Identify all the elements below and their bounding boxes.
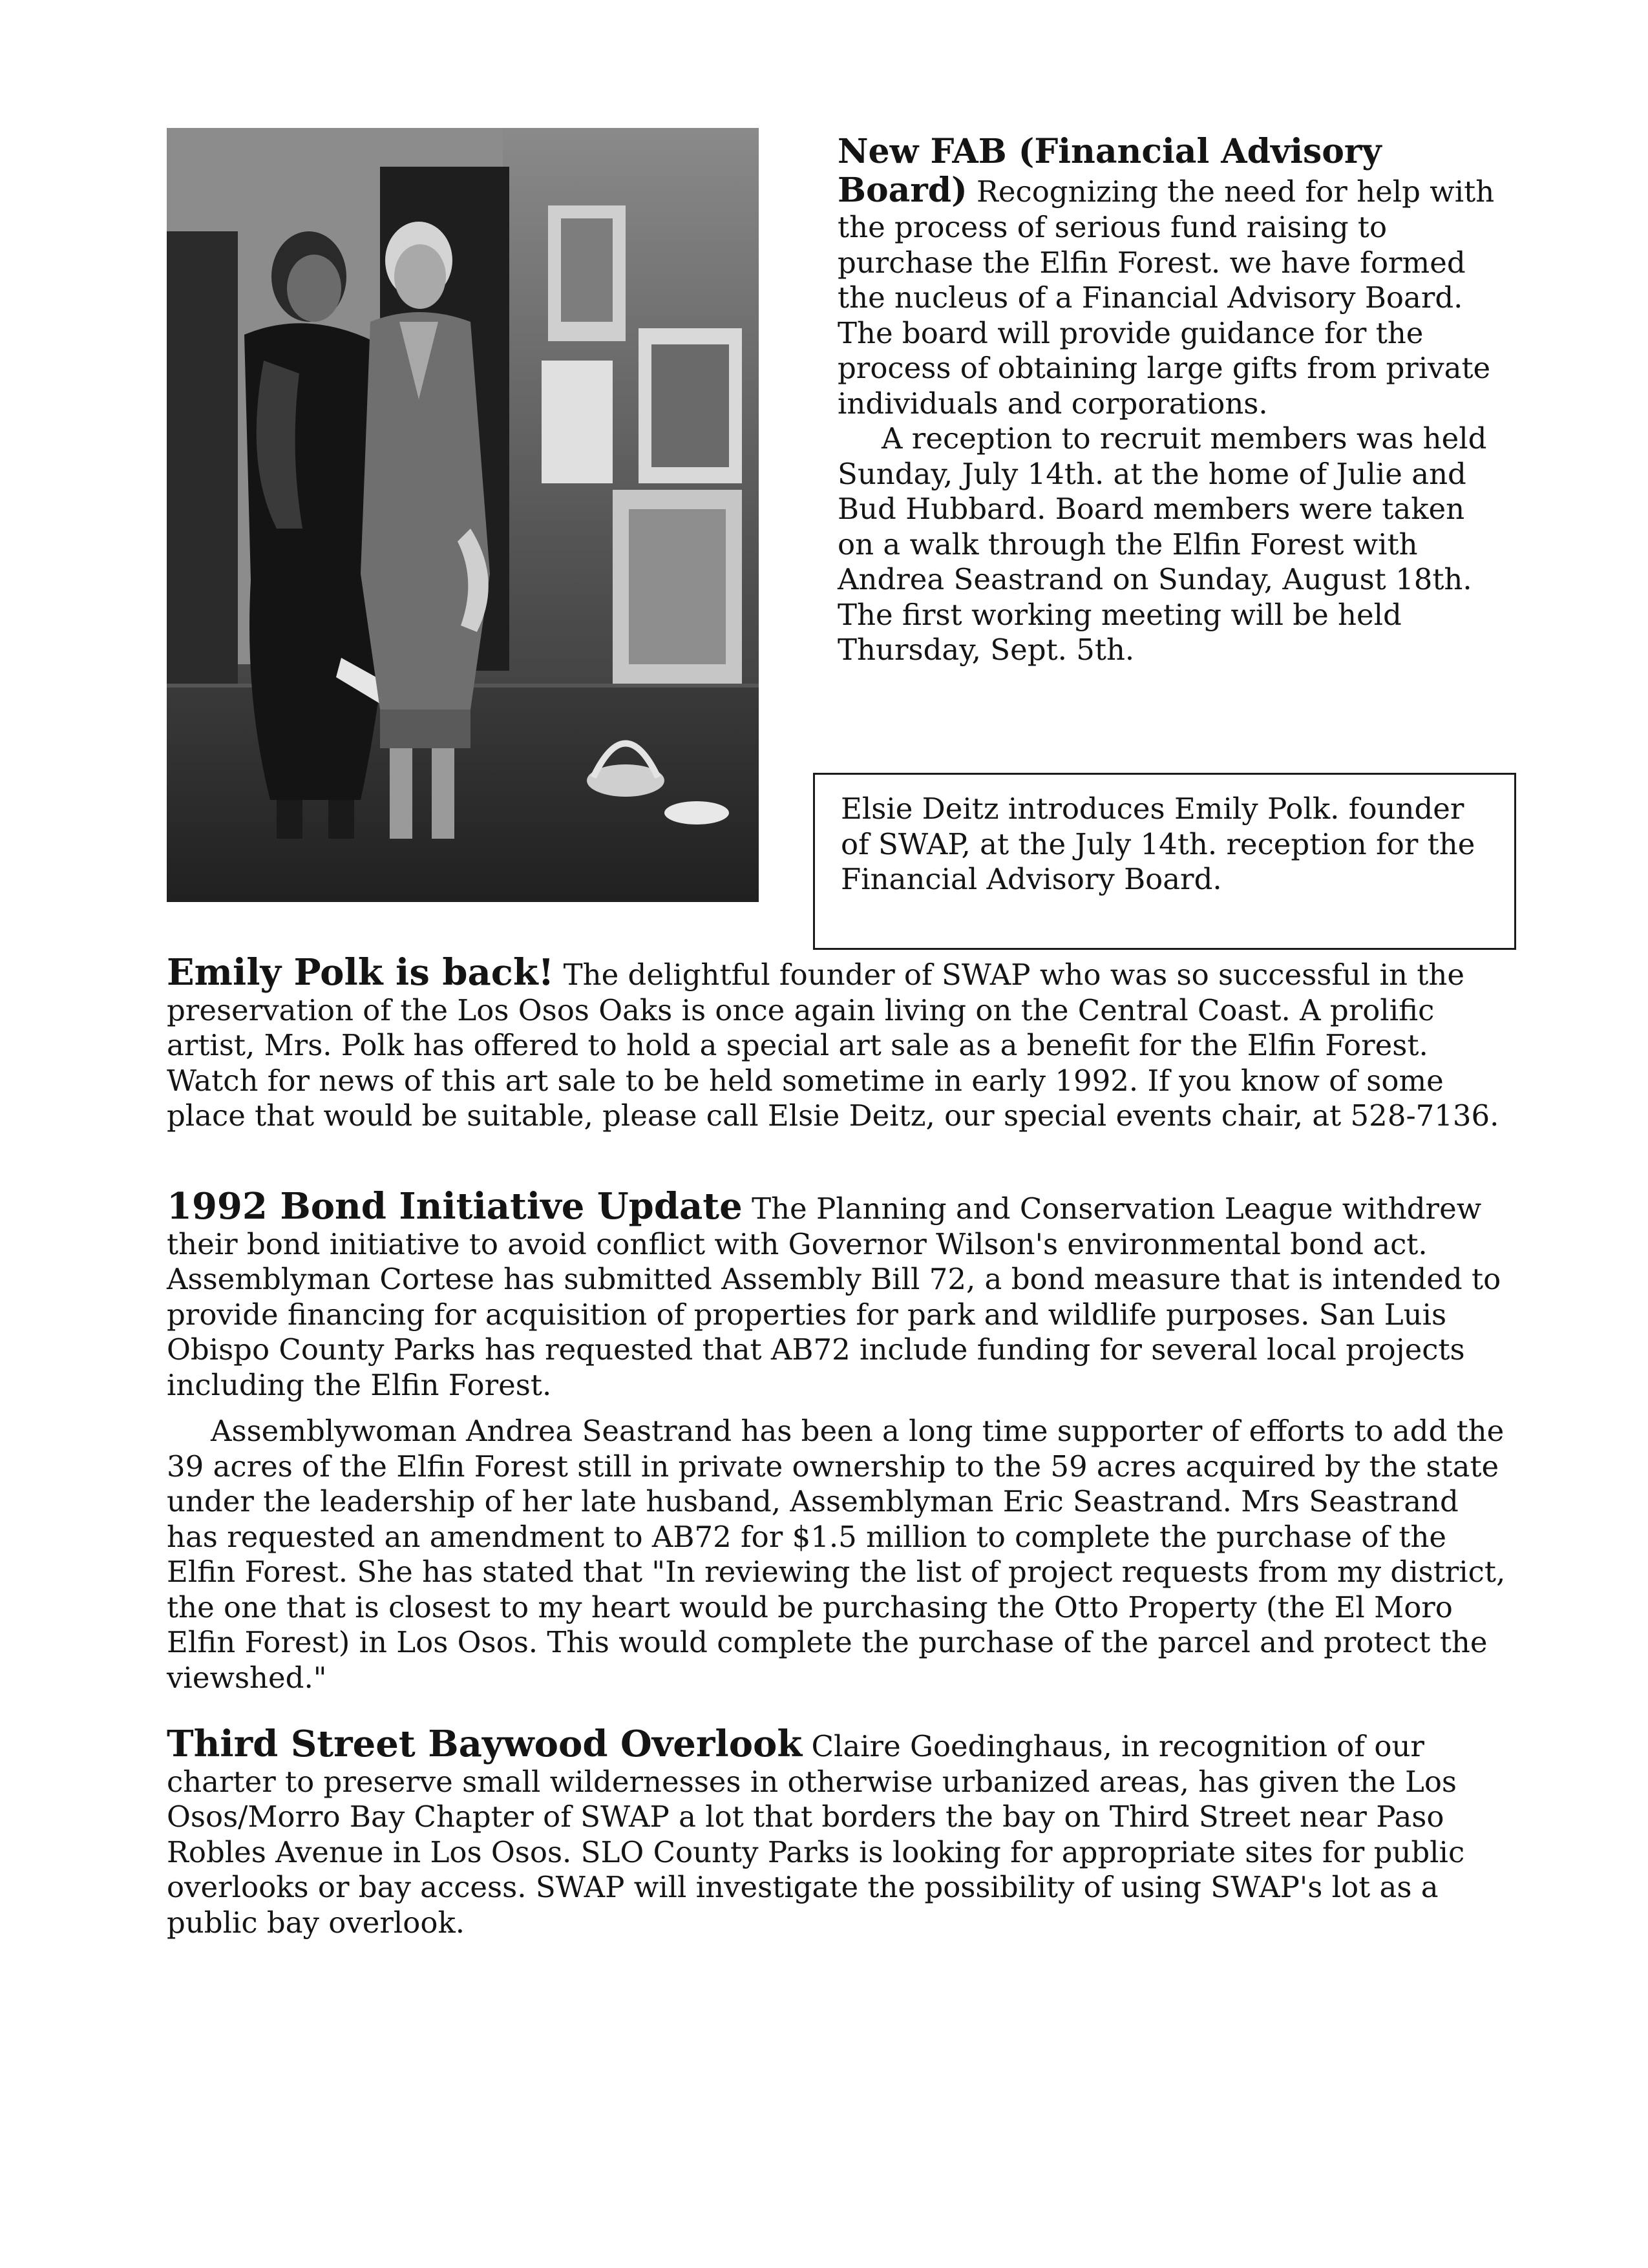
polk-heading: Emily Polk is back! [167, 951, 555, 994]
polk-section [167, 951, 1517, 1134]
reception-photo [167, 128, 759, 902]
fab-body-1: Recognizing the need for help with the process of serious fund raising to purchase the Elfin Forest. we have formed the nucleus of a Financial Advisory Board. The board will provide guidance for the process of obtaining large gifts from private individuals and corporations. [838, 174, 1495, 421]
bond-body-2: Assemblywoman Andrea Seastrand has been a long time supporter of efforts to add the 39 acres of the Elfin Forest still in private ownership to the 59 acres acquired by the state under the leadership of her late husband, Assemblyman Eric Seastrand. Mrs Seastrand has requested an amendment to AB72 for $1.5 million to complete the purchase of the Elfin Forest. She has stated that "In reviewing the list of project requests from my district, the one that is closest to my heart would be purchasing the Otto Property (the El Moro Elfin Forest) in Los Osos. This would complete the purchase of the parcel and protect the viewshed." [167, 1414, 1506, 1695]
photo-caption: Elsie Deitz introduces Emily Polk. founder of SWAP, at the July 14th. reception for the Financial Advisory Board. [841, 792, 1475, 896]
polk-body: The delightful founder of SWAP who was so successful in the preservation of the Los Osos Oaks is once again living on the Central Coast. A prolific artist, Mrs. Polk has offered to hold a special art sale as a benefit for the Elfin Forest. Watch for news of this art sale to be held sometime in early 1992. If you know of some place that would be suitable, please call Elsie Deitz, our special events chair, at 528-7136. [167, 958, 1499, 1133]
fab-section [838, 132, 1510, 668]
fab-heading-line1: New FAB (Financial Advisory [838, 132, 1382, 171]
fab-heading-line2: Board) [838, 171, 967, 210]
third-street-heading: Third Street Baywood Overlook [167, 1723, 803, 1765]
photo-caption-box [813, 773, 1516, 950]
reception-photo-icon [167, 128, 759, 902]
bond-body-1: The Planning and Conservation League withdrew their bond initiative to avoid conflict with Governor Wilson's environmental bond act. Assemblyman Cortese has submitted Assembly Bill 72, a bond measure that is intended to provide financing for acquisition of properties for park and wildlife purposes. San Luis Obispo County Parks has requested that AB72 include funding for several local projects including the Elfin Forest. [167, 1192, 1501, 1402]
bond-section [167, 1185, 1517, 1403]
fab-body-2: A reception to recruit members was held Sunday, July 14th. at the home of Julie and Bud Hubbard. Board members were taken on a walk through the Elfin Forest with Andrea Seastrand on Sunday, August 18th. The first working meeting will be held Thursday, Sept. 5th. [838, 421, 1487, 667]
third-street-section [167, 1723, 1517, 1940]
third-street-body: Claire Goedinghaus, in recognition of our charter to preserve small wildernesses in otherwise urbanized areas, has given the Los Osos/Morro Bay Chapter of SWAP a lot that borders the bay on Third Street near Paso Robles Avenue in Los Osos. SLO County Parks is looking for appropriate sites for public overlooks or bay access. SWAP will investigate the possibility of using SWAP's lot as a public bay overlook. [167, 1729, 1465, 1940]
bond-heading: 1992 Bond Initiative Update [167, 1185, 743, 1228]
